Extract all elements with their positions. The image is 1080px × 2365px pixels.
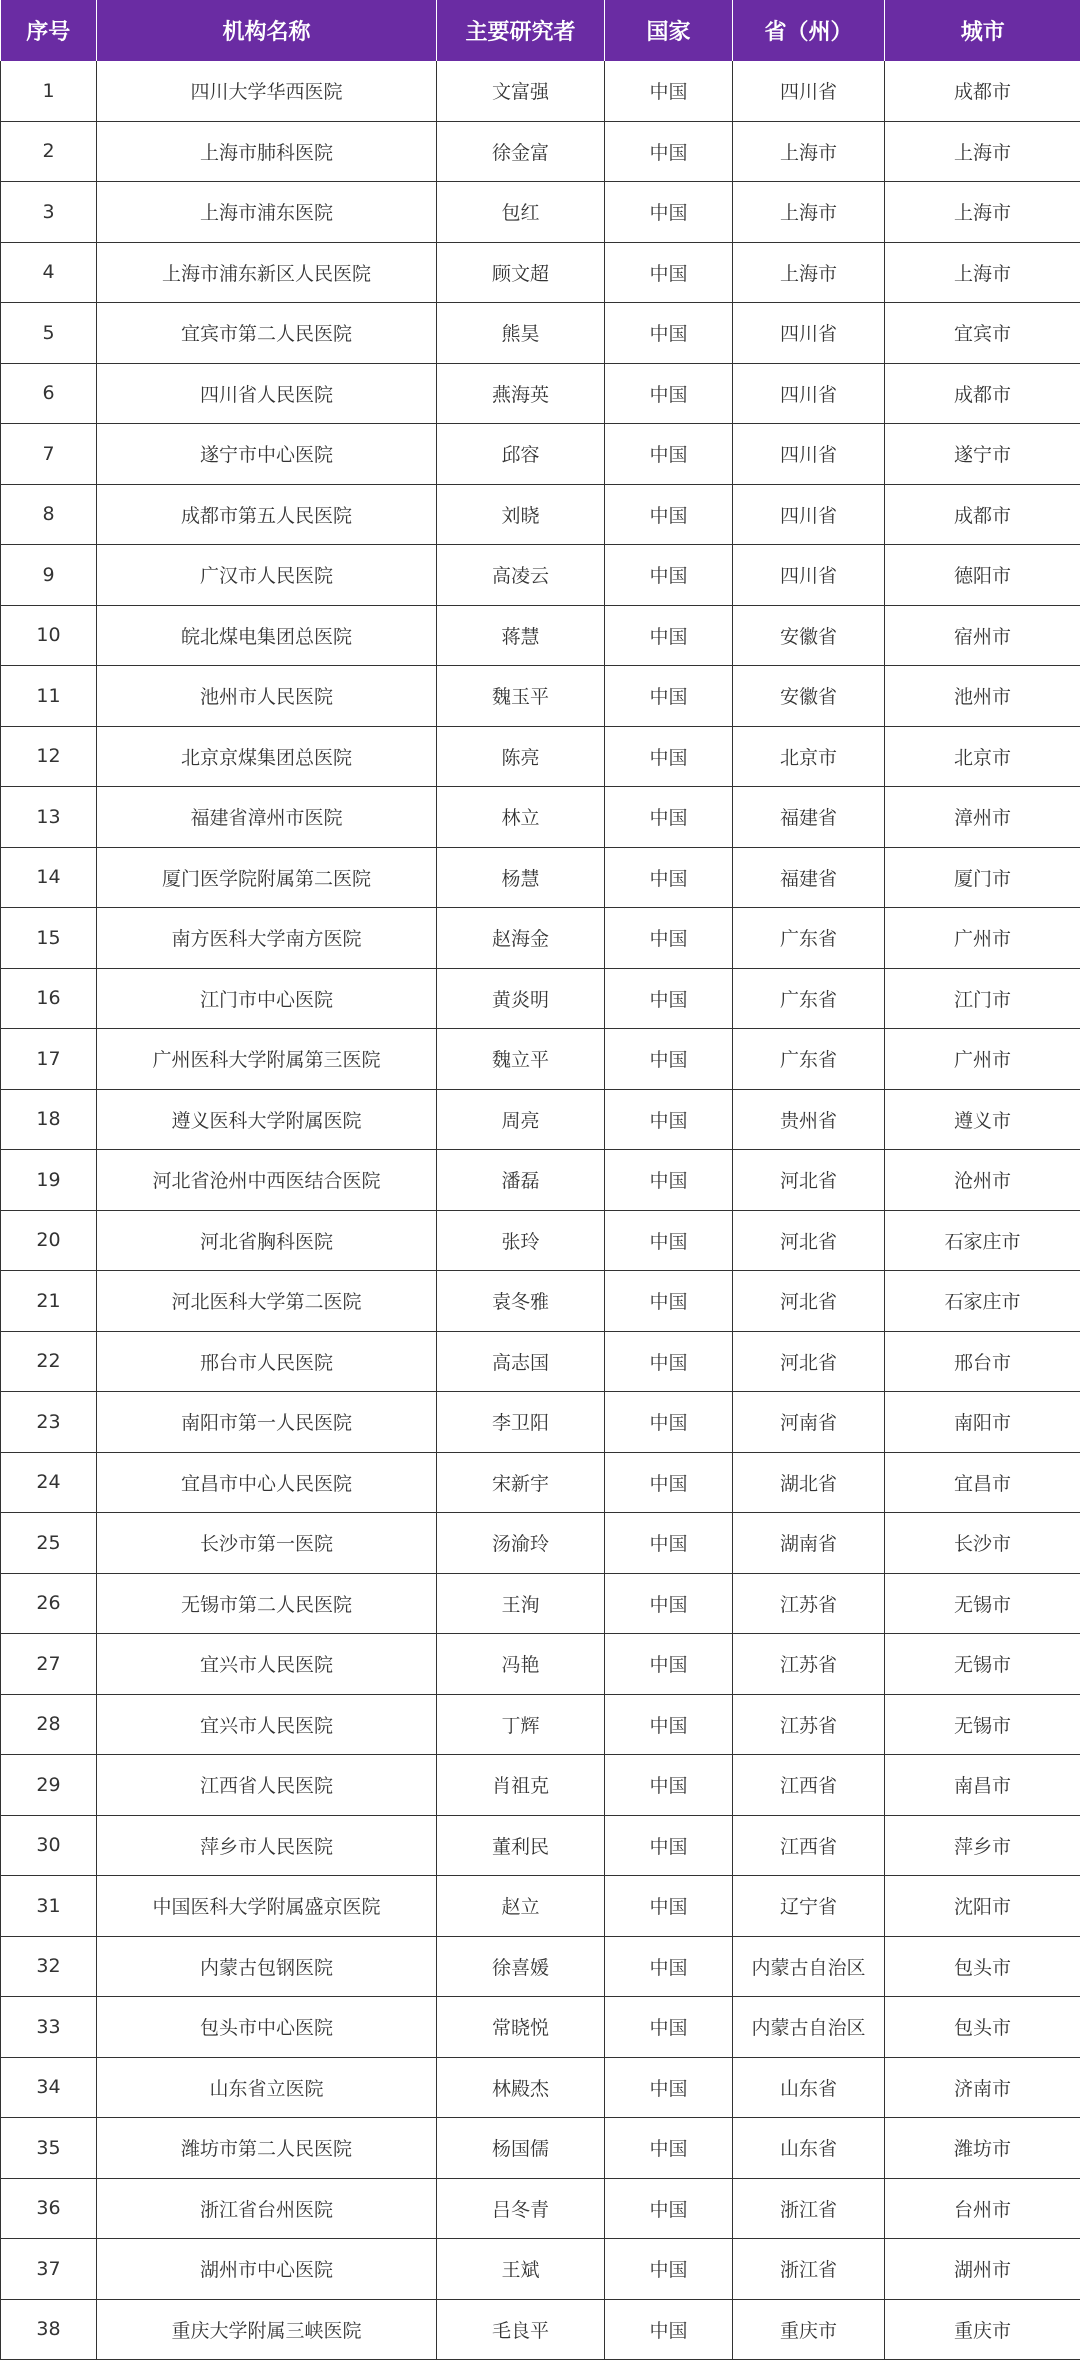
cell-city: 漳州市 xyxy=(885,787,1080,848)
cell-index: 28 xyxy=(1,1694,97,1755)
cell-province: 广东省 xyxy=(733,908,885,969)
cell-index: 25 xyxy=(1,1513,97,1574)
cell-city: 包头市 xyxy=(885,1997,1080,2058)
header-row xyxy=(1,0,1080,61)
cell-country: 中国 xyxy=(605,1573,733,1634)
table-row xyxy=(1,1694,1080,1755)
cell-institution: 包头市中心医院 xyxy=(97,1997,437,2058)
cell-investigator: 冯艳 xyxy=(437,1634,605,1695)
cell-institution: 浙江省台州医院 xyxy=(97,2178,437,2239)
table-row xyxy=(1,424,1080,485)
table-body xyxy=(1,61,1080,2360)
cell-index: 2 xyxy=(1,121,97,182)
header-index: 序号 xyxy=(1,0,97,61)
cell-index: 16 xyxy=(1,968,97,1029)
cell-city: 宜昌市 xyxy=(885,1452,1080,1513)
cell-country: 中国 xyxy=(605,605,733,666)
cell-country: 中国 xyxy=(605,1997,733,2058)
cell-institution: 厦门医学院附属第二医院 xyxy=(97,847,437,908)
cell-index: 26 xyxy=(1,1573,97,1634)
cell-city: 南昌市 xyxy=(885,1755,1080,1816)
cell-city: 沧州市 xyxy=(885,1150,1080,1211)
header-city: 城市 xyxy=(885,0,1080,61)
cell-investigator: 魏玉平 xyxy=(437,666,605,727)
cell-province: 浙江省 xyxy=(733,2178,885,2239)
cell-index: 9 xyxy=(1,545,97,606)
cell-city: 南阳市 xyxy=(885,1392,1080,1453)
cell-province: 江苏省 xyxy=(733,1573,885,1634)
cell-country: 中国 xyxy=(605,1331,733,1392)
cell-city: 湖州市 xyxy=(885,2239,1080,2300)
cell-institution: 南阳市第一人民医院 xyxy=(97,1392,437,1453)
cell-province: 浙江省 xyxy=(733,2239,885,2300)
cell-country: 中国 xyxy=(605,1513,733,1574)
table-row xyxy=(1,1755,1080,1816)
cell-country: 中国 xyxy=(605,2118,733,2179)
cell-institution: 重庆大学附属三峡医院 xyxy=(97,2299,437,2360)
cell-institution: 山东省立医院 xyxy=(97,2057,437,2118)
cell-index: 24 xyxy=(1,1452,97,1513)
table-row xyxy=(1,242,1080,303)
cell-city: 石家庄市 xyxy=(885,1271,1080,1332)
table-row xyxy=(1,545,1080,606)
cell-institution: 广州医科大学附属第三医院 xyxy=(97,1029,437,1090)
cell-investigator: 袁冬雅 xyxy=(437,1271,605,1332)
cell-index: 29 xyxy=(1,1755,97,1816)
cell-city: 广州市 xyxy=(885,1029,1080,1090)
cell-investigator: 张玲 xyxy=(437,1210,605,1271)
cell-province: 河北省 xyxy=(733,1150,885,1211)
cell-index: 22 xyxy=(1,1331,97,1392)
cell-investigator: 董利民 xyxy=(437,1815,605,1876)
cell-index: 1 xyxy=(1,61,97,121)
cell-province: 四川省 xyxy=(733,303,885,364)
table-row xyxy=(1,2178,1080,2239)
cell-province: 四川省 xyxy=(733,424,885,485)
cell-country: 中国 xyxy=(605,908,733,969)
cell-institution: 四川大学华西医院 xyxy=(97,61,437,121)
cell-investigator: 周亮 xyxy=(437,1089,605,1150)
cell-index: 17 xyxy=(1,1029,97,1090)
cell-country: 中国 xyxy=(605,1815,733,1876)
cell-city: 江门市 xyxy=(885,968,1080,1029)
cell-institution: 河北省胸科医院 xyxy=(97,1210,437,1271)
cell-institution: 上海市浦东新区人民医院 xyxy=(97,242,437,303)
cell-index: 11 xyxy=(1,666,97,727)
cell-province: 内蒙古自治区 xyxy=(733,1997,885,2058)
header-investigator: 主要研究者 xyxy=(437,0,605,61)
cell-city: 宿州市 xyxy=(885,605,1080,666)
cell-city: 无锡市 xyxy=(885,1573,1080,1634)
cell-index: 33 xyxy=(1,1997,97,2058)
cell-province: 上海市 xyxy=(733,242,885,303)
cell-investigator: 汤渝玲 xyxy=(437,1513,605,1574)
cell-country: 中国 xyxy=(605,363,733,424)
cell-investigator: 刘晓 xyxy=(437,484,605,545)
table-row xyxy=(1,182,1080,243)
table-row xyxy=(1,605,1080,666)
cell-country: 中国 xyxy=(605,847,733,908)
cell-index: 18 xyxy=(1,1089,97,1150)
cell-institution: 皖北煤电集团总医院 xyxy=(97,605,437,666)
cell-country: 中国 xyxy=(605,1150,733,1211)
cell-investigator: 杨慧 xyxy=(437,847,605,908)
cell-index: 7 xyxy=(1,424,97,485)
cell-investigator: 宋新宇 xyxy=(437,1452,605,1513)
cell-country: 中国 xyxy=(605,787,733,848)
cell-province: 四川省 xyxy=(733,484,885,545)
cell-country: 中国 xyxy=(605,2178,733,2239)
table-row xyxy=(1,1815,1080,1876)
cell-province: 安徽省 xyxy=(733,666,885,727)
cell-investigator: 蒋慧 xyxy=(437,605,605,666)
table-row xyxy=(1,726,1080,787)
cell-investigator: 黄炎明 xyxy=(437,968,605,1029)
cell-institution: 江门市中心医院 xyxy=(97,968,437,1029)
cell-investigator: 徐金富 xyxy=(437,121,605,182)
cell-institution: 萍乡市人民医院 xyxy=(97,1815,437,1876)
cell-index: 15 xyxy=(1,908,97,969)
table-row xyxy=(1,847,1080,908)
cell-city: 重庆市 xyxy=(885,2299,1080,2360)
cell-institution: 池州市人民医院 xyxy=(97,666,437,727)
cell-investigator: 燕海英 xyxy=(437,363,605,424)
cell-city: 遂宁市 xyxy=(885,424,1080,485)
table-row xyxy=(1,363,1080,424)
table-row xyxy=(1,1392,1080,1453)
cell-city: 邢台市 xyxy=(885,1331,1080,1392)
cell-investigator: 王斌 xyxy=(437,2239,605,2300)
cell-index: 23 xyxy=(1,1392,97,1453)
cell-index: 8 xyxy=(1,484,97,545)
cell-province: 贵州省 xyxy=(733,1089,885,1150)
cell-city: 北京市 xyxy=(885,726,1080,787)
cell-country: 中国 xyxy=(605,1755,733,1816)
cell-city: 石家庄市 xyxy=(885,1210,1080,1271)
cell-province: 江苏省 xyxy=(733,1694,885,1755)
cell-institution: 长沙市第一医院 xyxy=(97,1513,437,1574)
cell-country: 中国 xyxy=(605,545,733,606)
table-row xyxy=(1,1634,1080,1695)
cell-province: 河北省 xyxy=(733,1210,885,1271)
cell-index: 13 xyxy=(1,787,97,848)
table-row xyxy=(1,2118,1080,2179)
cell-index: 10 xyxy=(1,605,97,666)
cell-province: 山东省 xyxy=(733,2118,885,2179)
cell-city: 长沙市 xyxy=(885,1513,1080,1574)
cell-institution: 四川省人民医院 xyxy=(97,363,437,424)
cell-investigator: 李卫阳 xyxy=(437,1392,605,1453)
cell-country: 中国 xyxy=(605,121,733,182)
cell-city: 成都市 xyxy=(885,61,1080,121)
cell-province: 四川省 xyxy=(733,61,885,121)
table-row xyxy=(1,787,1080,848)
cell-city: 上海市 xyxy=(885,121,1080,182)
cell-index: 30 xyxy=(1,1815,97,1876)
cell-country: 中国 xyxy=(605,1029,733,1090)
cell-city: 潍坊市 xyxy=(885,2118,1080,2179)
cell-city: 成都市 xyxy=(885,363,1080,424)
cell-investigator: 林立 xyxy=(437,787,605,848)
table-row xyxy=(1,61,1080,121)
table-row xyxy=(1,121,1080,182)
table-row xyxy=(1,1513,1080,1574)
cell-investigator: 常晓悦 xyxy=(437,1997,605,2058)
cell-province: 江西省 xyxy=(733,1815,885,1876)
cell-province: 广东省 xyxy=(733,968,885,1029)
cell-province: 湖北省 xyxy=(733,1452,885,1513)
cell-institution: 河北省沧州中西医结合医院 xyxy=(97,1150,437,1211)
cell-city: 济南市 xyxy=(885,2057,1080,2118)
cell-institution: 成都市第五人民医院 xyxy=(97,484,437,545)
cell-country: 中国 xyxy=(605,726,733,787)
cell-investigator: 潘磊 xyxy=(437,1150,605,1211)
cell-institution: 湖州市中心医院 xyxy=(97,2239,437,2300)
table-row xyxy=(1,2299,1080,2360)
cell-investigator: 毛良平 xyxy=(437,2299,605,2360)
cell-investigator: 肖祖克 xyxy=(437,1755,605,1816)
cell-province: 河南省 xyxy=(733,1392,885,1453)
cell-province: 安徽省 xyxy=(733,605,885,666)
cell-country: 中国 xyxy=(605,1634,733,1695)
cell-institution: 无锡市第二人民医院 xyxy=(97,1573,437,1634)
cell-city: 沈阳市 xyxy=(885,1876,1080,1937)
cell-index: 5 xyxy=(1,303,97,364)
cell-city: 萍乡市 xyxy=(885,1815,1080,1876)
cell-country: 中国 xyxy=(605,303,733,364)
cell-city: 池州市 xyxy=(885,666,1080,727)
header-country: 国家 xyxy=(605,0,733,61)
cell-city: 上海市 xyxy=(885,182,1080,243)
cell-investigator: 徐喜媛 xyxy=(437,1936,605,1997)
table-row xyxy=(1,1150,1080,1211)
cell-city: 成都市 xyxy=(885,484,1080,545)
cell-province: 内蒙古自治区 xyxy=(733,1936,885,1997)
cell-investigator: 吕冬青 xyxy=(437,2178,605,2239)
cell-country: 中国 xyxy=(605,1210,733,1271)
table-row xyxy=(1,2057,1080,2118)
cell-index: 21 xyxy=(1,1271,97,1332)
cell-province: 河北省 xyxy=(733,1271,885,1332)
table-row xyxy=(1,1876,1080,1937)
cell-country: 中国 xyxy=(605,2057,733,2118)
cell-investigator: 包红 xyxy=(437,182,605,243)
cell-investigator: 王洵 xyxy=(437,1573,605,1634)
cell-index: 38 xyxy=(1,2299,97,2360)
cell-city: 广州市 xyxy=(885,908,1080,969)
table-row xyxy=(1,908,1080,969)
cell-investigator: 魏立平 xyxy=(437,1029,605,1090)
cell-city: 包头市 xyxy=(885,1936,1080,1997)
header-institution: 机构名称 xyxy=(97,0,437,61)
cell-investigator: 高凌云 xyxy=(437,545,605,606)
cell-investigator: 文富强 xyxy=(437,61,605,121)
cell-city: 遵义市 xyxy=(885,1089,1080,1150)
cell-index: 34 xyxy=(1,2057,97,2118)
cell-institution: 宜宾市第二人民医院 xyxy=(97,303,437,364)
cell-province: 四川省 xyxy=(733,363,885,424)
cell-index: 4 xyxy=(1,242,97,303)
cell-country: 中国 xyxy=(605,242,733,303)
cell-investigator: 熊昊 xyxy=(437,303,605,364)
cell-institution: 宜昌市中心人民医院 xyxy=(97,1452,437,1513)
table-row xyxy=(1,1271,1080,1332)
table-row xyxy=(1,1029,1080,1090)
cell-institution: 遂宁市中心医院 xyxy=(97,424,437,485)
cell-index: 27 xyxy=(1,1634,97,1695)
cell-province: 山东省 xyxy=(733,2057,885,2118)
cell-country: 中国 xyxy=(605,666,733,727)
cell-country: 中国 xyxy=(605,484,733,545)
cell-institution: 中国医科大学附属盛京医院 xyxy=(97,1876,437,1937)
table-row xyxy=(1,1452,1080,1513)
cell-institution: 广汉市人民医院 xyxy=(97,545,437,606)
cell-institution: 福建省漳州市医院 xyxy=(97,787,437,848)
cell-province: 四川省 xyxy=(733,545,885,606)
cell-index: 32 xyxy=(1,1936,97,1997)
cell-institution: 遵义医科大学附属医院 xyxy=(97,1089,437,1150)
cell-investigator: 林殿杰 xyxy=(437,2057,605,2118)
cell-investigator: 高志国 xyxy=(437,1331,605,1392)
cell-institution: 上海市肺科医院 xyxy=(97,121,437,182)
cell-country: 中国 xyxy=(605,61,733,121)
cell-province: 上海市 xyxy=(733,121,885,182)
cell-province: 上海市 xyxy=(733,182,885,243)
cell-province: 江苏省 xyxy=(733,1634,885,1695)
table-row xyxy=(1,1573,1080,1634)
table-row xyxy=(1,484,1080,545)
table-row xyxy=(1,666,1080,727)
cell-institution: 宜兴市人民医院 xyxy=(97,1634,437,1695)
cell-country: 中国 xyxy=(605,1452,733,1513)
table-row xyxy=(1,1997,1080,2058)
cell-institution: 宜兴市人民医院 xyxy=(97,1694,437,1755)
cell-country: 中国 xyxy=(605,1876,733,1937)
cell-institution: 邢台市人民医院 xyxy=(97,1331,437,1392)
cell-investigator: 顾文超 xyxy=(437,242,605,303)
cell-province: 广东省 xyxy=(733,1029,885,1090)
cell-province: 河北省 xyxy=(733,1331,885,1392)
cell-index: 37 xyxy=(1,2239,97,2300)
cell-province: 福建省 xyxy=(733,787,885,848)
cell-investigator: 陈亮 xyxy=(437,726,605,787)
cell-country: 中国 xyxy=(605,2239,733,2300)
table-row xyxy=(1,1331,1080,1392)
cell-investigator: 赵立 xyxy=(437,1876,605,1937)
cell-city: 德阳市 xyxy=(885,545,1080,606)
cell-city: 厦门市 xyxy=(885,847,1080,908)
cell-city: 无锡市 xyxy=(885,1634,1080,1695)
cell-city: 无锡市 xyxy=(885,1694,1080,1755)
cell-investigator: 杨国儒 xyxy=(437,2118,605,2179)
header-province: 省（州） xyxy=(733,0,885,61)
cell-index: 20 xyxy=(1,1210,97,1271)
cell-province: 福建省 xyxy=(733,847,885,908)
cell-index: 14 xyxy=(1,847,97,908)
cell-investigator: 赵海金 xyxy=(437,908,605,969)
table-row xyxy=(1,1936,1080,1997)
cell-province: 辽宁省 xyxy=(733,1876,885,1937)
cell-country: 中国 xyxy=(605,2299,733,2360)
cell-province: 湖南省 xyxy=(733,1513,885,1574)
cell-province: 重庆市 xyxy=(733,2299,885,2360)
cell-index: 6 xyxy=(1,363,97,424)
cell-city: 宜宾市 xyxy=(885,303,1080,364)
cell-country: 中国 xyxy=(605,1271,733,1332)
cell-country: 中国 xyxy=(605,1089,733,1150)
cell-institution: 上海市浦东医院 xyxy=(97,182,437,243)
cell-investigator: 邱容 xyxy=(437,424,605,485)
cell-institution: 南方医科大学南方医院 xyxy=(97,908,437,969)
cell-index: 35 xyxy=(1,2118,97,2179)
cell-index: 3 xyxy=(1,182,97,243)
cell-city: 上海市 xyxy=(885,242,1080,303)
cell-province: 北京市 xyxy=(733,726,885,787)
cell-city: 台州市 xyxy=(885,2178,1080,2239)
cell-country: 中国 xyxy=(605,182,733,243)
cell-institution: 北京京煤集团总医院 xyxy=(97,726,437,787)
cell-index: 12 xyxy=(1,726,97,787)
cell-institution: 潍坊市第二人民医院 xyxy=(97,2118,437,2179)
cell-investigator: 丁辉 xyxy=(437,1694,605,1755)
cell-country: 中国 xyxy=(605,968,733,1029)
cell-index: 31 xyxy=(1,1876,97,1937)
cell-institution: 内蒙古包钢医院 xyxy=(97,1936,437,1997)
table-row xyxy=(1,303,1080,364)
table-row xyxy=(1,968,1080,1029)
table-header xyxy=(1,0,1080,61)
cell-index: 19 xyxy=(1,1150,97,1211)
cell-province: 江西省 xyxy=(733,1755,885,1816)
cell-country: 中国 xyxy=(605,1936,733,1997)
cell-index: 36 xyxy=(1,2178,97,2239)
cell-country: 中国 xyxy=(605,1392,733,1453)
cell-institution: 江西省人民医院 xyxy=(97,1755,437,1816)
table-row xyxy=(1,1210,1080,1271)
cell-country: 中国 xyxy=(605,1694,733,1755)
table-row xyxy=(1,2239,1080,2300)
table-row xyxy=(1,1089,1080,1150)
cell-country: 中国 xyxy=(605,424,733,485)
cell-institution: 河北医科大学第二医院 xyxy=(97,1271,437,1332)
